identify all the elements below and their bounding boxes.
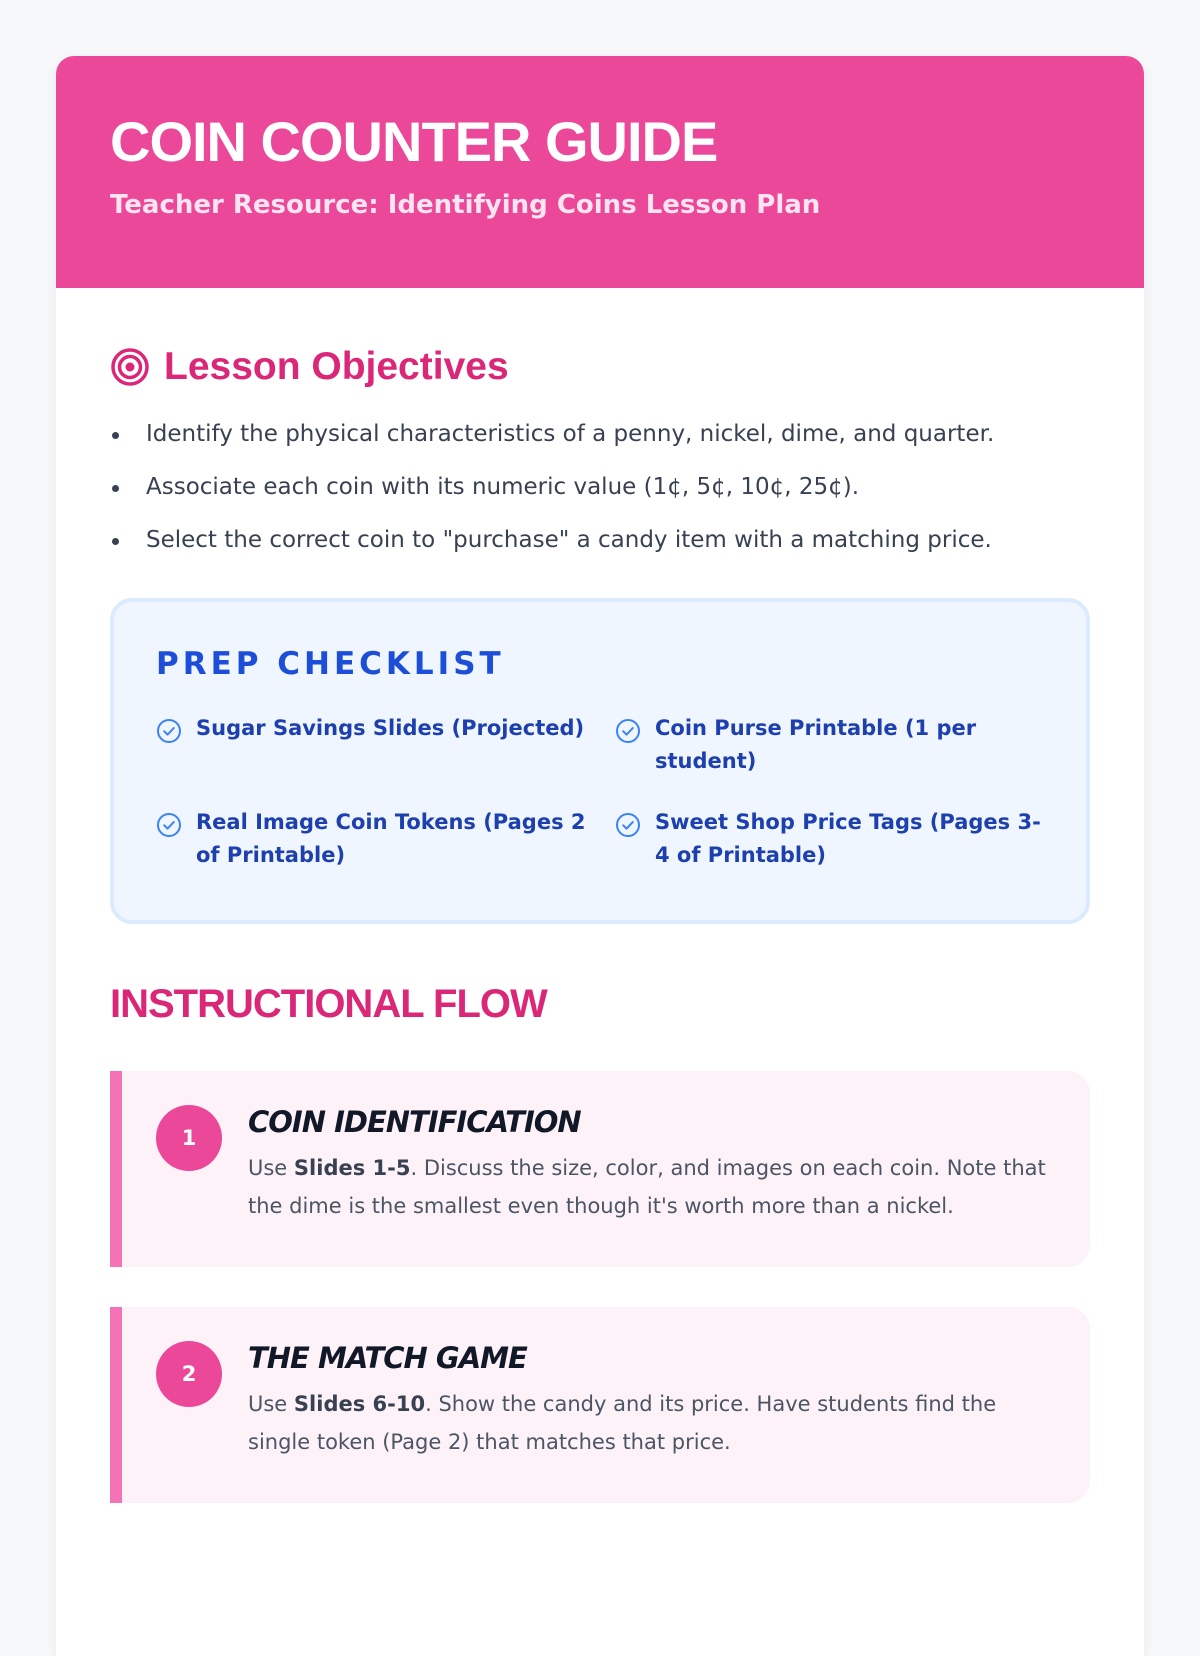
page-header: [56, 56, 1144, 288]
objectives-title: Lesson Objectives: [164, 345, 509, 388]
check-circle-icon: [156, 718, 182, 744]
step-description: [248, 1385, 1054, 1461]
step-text-pre: Use: [248, 1392, 294, 1416]
checklist-item: [156, 806, 615, 872]
flow-step: [110, 1307, 1090, 1503]
objectives-heading: [110, 342, 1090, 392]
list-item: Identify the physical characteristics of a penny, nickel, dime, and quarter.: [110, 418, 1090, 450]
main-content: [56, 342, 1144, 1503]
checklist-item-label: Real Image Coin Tokens (Pages 2 of Printable): [196, 810, 586, 867]
check-circle-icon: [156, 812, 182, 838]
target-icon: [110, 347, 150, 387]
step-description: [248, 1149, 1054, 1225]
check-circle-icon: [615, 812, 641, 838]
page-title: COIN COUNTER GUIDE: [110, 110, 718, 173]
list-item: Associate each coin with its numeric value (1¢, 5¢, 10¢, 25¢).: [110, 471, 1090, 503]
step-text-post: . Show the candy and its price. Have students find the single token (Page 2) that matches that price.: [248, 1392, 997, 1454]
lesson-card: [56, 56, 1144, 1656]
step-number-badge: 2: [156, 1341, 222, 1407]
step-number-badge: 1: [156, 1105, 222, 1171]
checklist-item-label: Coin Purse Printable (1 per student): [655, 716, 977, 773]
list-item: Select the correct coin to "purchase" a candy item with a matching price.: [110, 524, 1090, 556]
checklist-item: [615, 806, 1045, 872]
check-circle-icon: [615, 718, 641, 744]
checklist-item: [615, 712, 1045, 778]
objectives-list: [110, 418, 1090, 556]
step-body: [248, 1341, 1054, 1461]
prep-checklist: [110, 598, 1090, 924]
step-title: THE MATCH GAME: [248, 1341, 527, 1375]
page-subtitle: Teacher Resource: Identifying Coins Lesson Plan: [110, 190, 821, 221]
checklist-item-label: Sweet Shop Price Tags (Pages 3-4 of Printable): [655, 810, 1041, 867]
step-body: [248, 1105, 1054, 1225]
flow-step: [110, 1071, 1090, 1267]
step-text-post: . Discuss the size, color, and images on each coin. Note that the dime is the smallest even though it's worth more than a nickel.: [248, 1156, 1046, 1218]
step-title: COIN IDENTIFICATION: [248, 1105, 581, 1139]
prep-title: PREP CHECKLIST: [156, 646, 505, 682]
checklist-item-label: Sugar Savings Slides (Projected): [196, 716, 585, 740]
checklist-item: [156, 712, 615, 778]
flow-title: INSTRUCTIONAL FLOW: [110, 982, 547, 1026]
prep-grid: [156, 712, 1044, 872]
step-slides-ref: Slides 6-10: [293, 1392, 426, 1416]
step-text-pre: Use: [248, 1156, 294, 1180]
step-slides-ref: Slides 1-5: [293, 1156, 411, 1180]
